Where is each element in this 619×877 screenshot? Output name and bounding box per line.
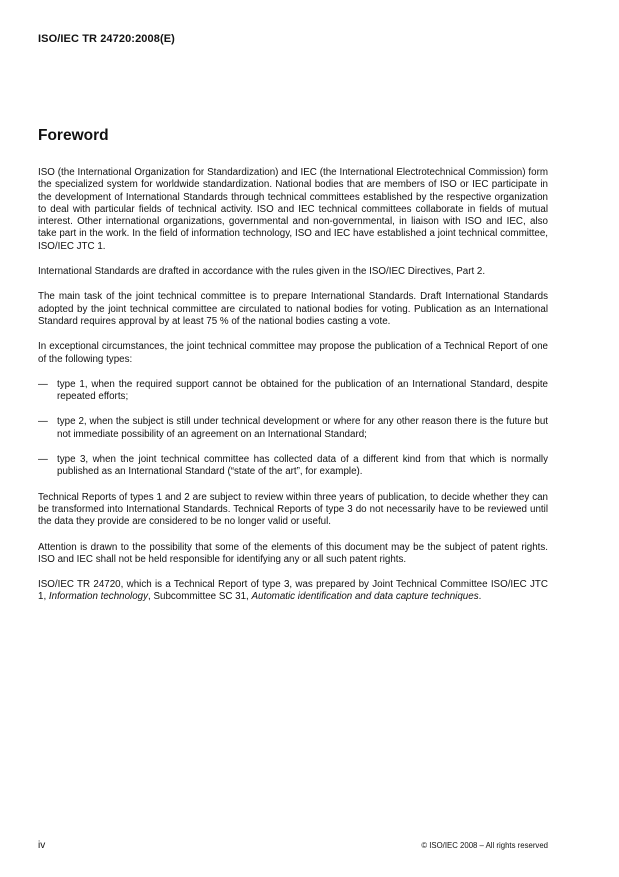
page-footer — [38, 840, 548, 851]
paragraph-patent-rights: Attention is drawn to the possibility that some of the elements of this document may be the subject of patent rights. ISO and IEC shall not be held responsible for identifying any or all such patent rights. — [38, 541, 548, 565]
copyright-notice: © ISO/IEC 2008 – All rights reserved — [421, 841, 548, 850]
list-item-text: type 3, when the joint technical committee has collected data of a different kind from that which is normally published as an International Standard (“state of the art”, for example). — [57, 454, 548, 478]
document-reference-header: ISO/IEC TR 24720:2008(E) — [38, 33, 175, 45]
dash-marker: — — [38, 454, 48, 466]
foreword-heading: Foreword — [38, 127, 109, 144]
paragraph-main-task: The main task of the joint technical committee is to prepare International Standards. Draft International Standards adopted by the joint technical committee are circulated to national bodies for voting. Publication as an International Standard requires approval by at least 75 % of the national bodies casting a vote. — [38, 291, 548, 327]
paragraph-preparation-committee — [38, 579, 548, 604]
final-paragraph-italic-segment: Information technology — [48, 591, 149, 603]
paragraph-iso-iec-intro: ISO (the International Organization for Standardization) and IEC (the International Electrotechnical Commission) form the specialized system for worldwide standardization. National bodies that are members of ISO or IEC participate in the development of International Standards through technical committees established by the respective organization to deal with particular fields of technical activity. ISO and IEC technical committees collaborate in fields of mutual interest. Other international organizations, governmental and non-governmental, in liaison with ISO and IEC, also take part in the work. In the field of information technology, ISO and IEC have established a joint technical committee, ISO/IEC JTC 1. — [38, 167, 548, 252]
foreword-body — [38, 167, 548, 604]
paragraph-review-rules: Technical Reports of types 1 and 2 are subject to review within three years of publication, to decide whether they can be transformed into International Standards. Technical Reports of type 3 do not necessarily have to be reviewed until the data they provide are considered to be no longer valid or useful. — [38, 491, 548, 528]
list-item-text: type 1, when the required support cannot be obtained for the publication of an International Standard, despite repeated efforts; — [57, 378, 548, 403]
page-number: iv — [38, 840, 46, 851]
dash-marker: — — [38, 416, 48, 428]
list-item-type-1 — [38, 379, 548, 404]
dash-marker: — — [38, 378, 48, 390]
paragraph-exceptional-circumstances: In exceptional circumstances, the joint technical committee may propose the publication of a Technical Report of one of the following types: — [38, 341, 548, 365]
final-paragraph-segment: ISO/IEC TR 24720, which is a Technical Report of type 3, was prepared by Joint Technical Committee ISO/IEC JTC 1, — [38, 579, 548, 603]
list-item-text: type 2, when the subject is still under technical development or where for any other reason there is the future but not immediate possibility of an agreement on an International Standard; — [57, 416, 548, 440]
final-paragraph-italic-segment: Automatic identification and data capture techniques — [251, 591, 479, 603]
list-item-type-3 — [38, 454, 548, 479]
final-paragraph-segment: , Subcommittee SC 31, — [148, 591, 252, 603]
paragraph-directives: International Standards are drafted in accordance with the rules given in the ISO/IEC Directives, Part 2. — [38, 266, 486, 278]
page-content — [38, 0, 548, 617]
final-paragraph-segment: . — [478, 591, 482, 603]
list-item-type-2 — [38, 416, 548, 441]
